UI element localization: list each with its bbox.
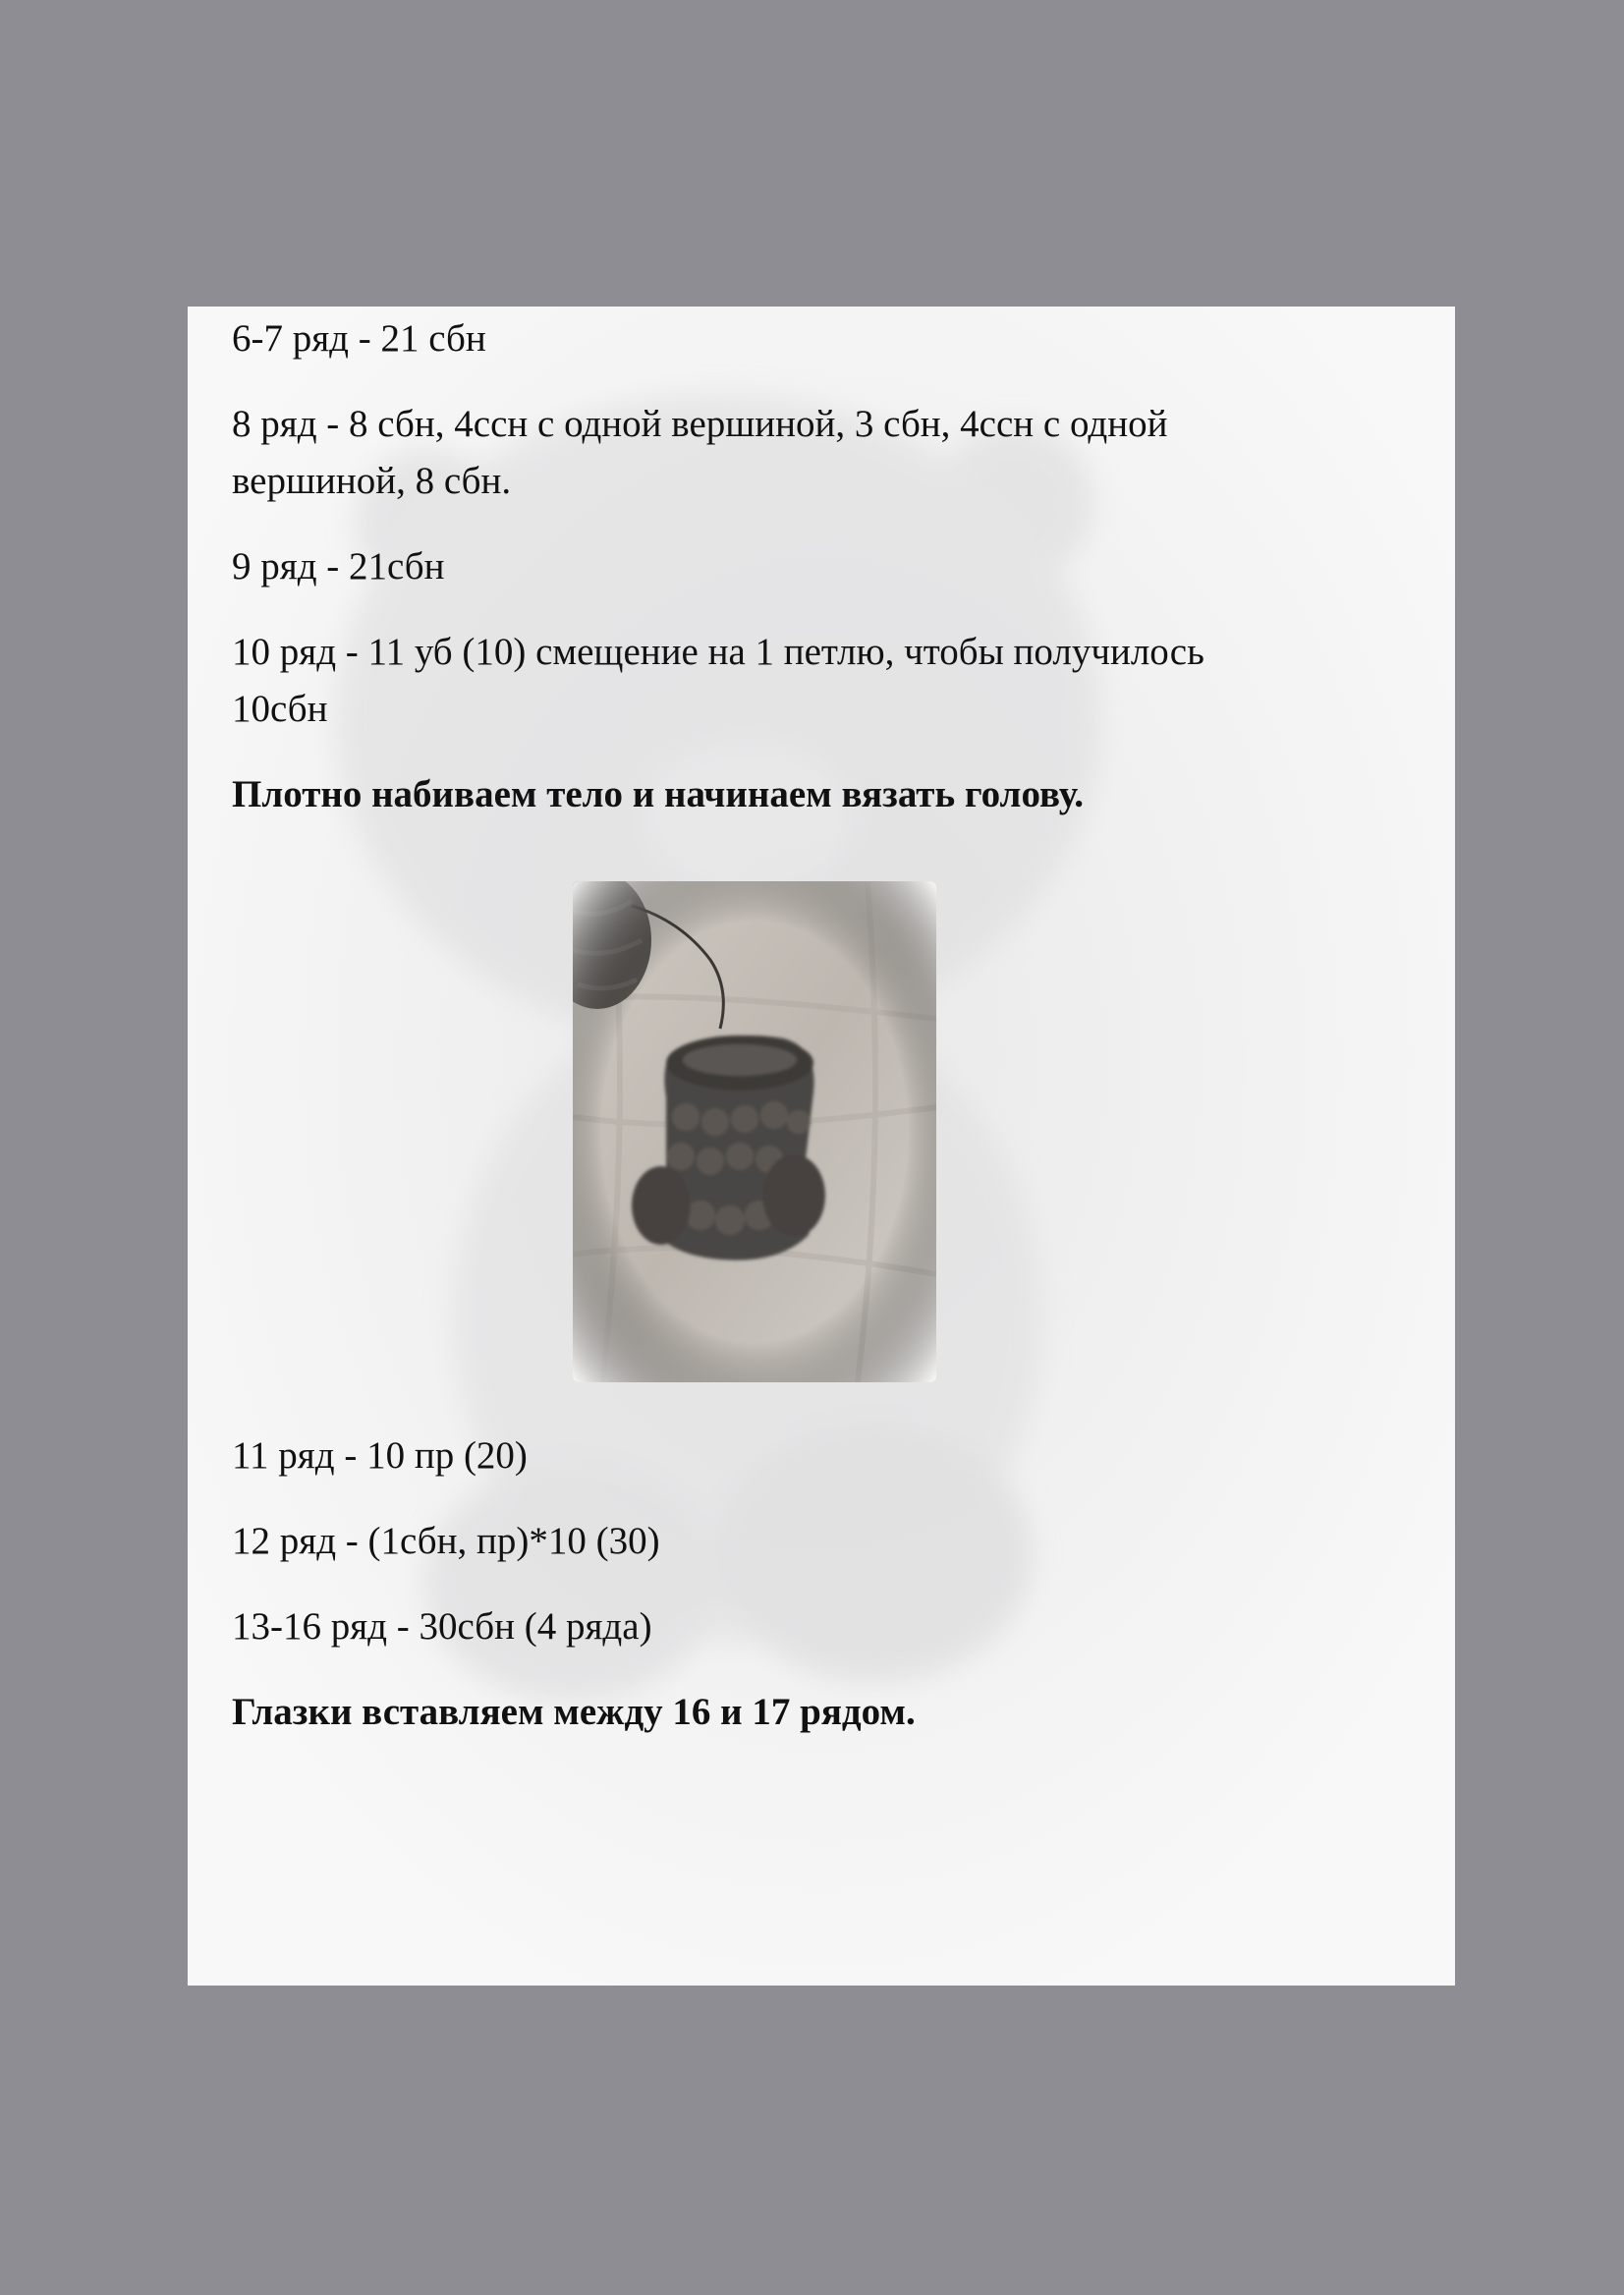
row-10-text-line-2: 10сбн (232, 688, 328, 730)
row-6-7-text: 6-7 ряд - 21 сбн (232, 317, 486, 360)
eyes-heading: Глазки вставляем между 16 и 17 рядом. (232, 1691, 916, 1733)
row-12-text: 12 ряд - (1сбн, пр)*10 (30) (232, 1520, 660, 1562)
crochet-body-photo (573, 881, 936, 1382)
row-13-16-text: 13-16 ряд - 30сбн (4 ряда) (232, 1605, 652, 1648)
row-8-text-line-2: вершиной, 8 сбн. (232, 460, 512, 502)
row-10-text-line-1: 10 ряд - 11 уб (10) смещение на 1 петлю, чтобы получилось (232, 631, 1204, 673)
stuff-body-heading: Плотно набиваем тело и начинаем вязать голову. (232, 773, 1085, 815)
row-11-text: 11 ряд - 10 пр (20) (232, 1434, 528, 1477)
row-9-text: 9 ряд - 21сбн (232, 545, 445, 588)
document-page (188, 307, 1455, 1986)
photo-illustration (573, 881, 936, 1382)
row-8-text-line-1: 8 ряд - 8 сбн, 4ссн с одной вершиной, 3 сбн, 4ссн с одной (232, 403, 1168, 445)
